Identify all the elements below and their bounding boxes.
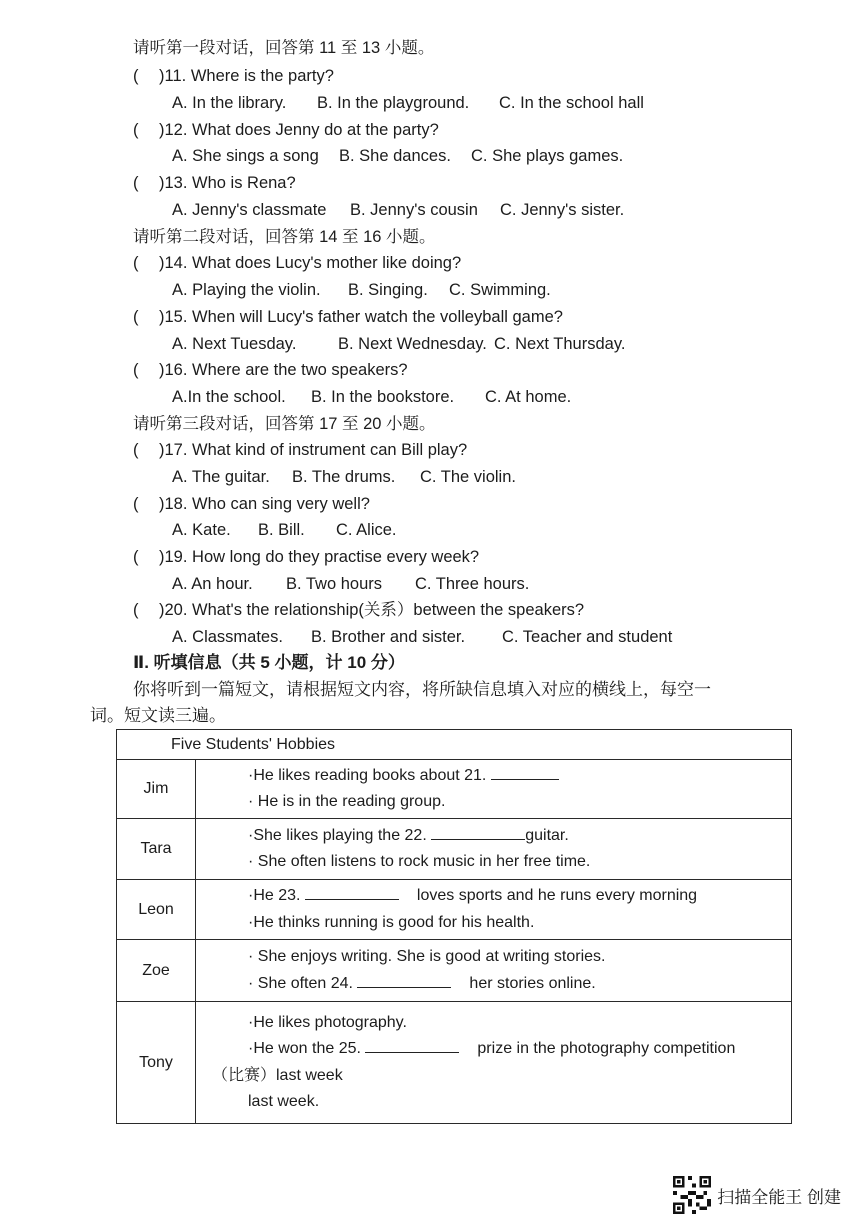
hobby-cell: [196, 940, 792, 1002]
student-name: Jim: [117, 760, 196, 819]
table-row: [117, 880, 792, 940]
hobby-line: ·He thinks running is good for his health.: [248, 913, 535, 931]
hobby-line: prize in the photography competition: [477, 1040, 736, 1057]
student-name: Leon: [117, 880, 196, 940]
answer-blank-24[interactable]: [357, 973, 451, 988]
hobby-line: ·He 23.: [248, 887, 301, 904]
hobby-cell: [196, 880, 792, 940]
table-row: [117, 1002, 792, 1124]
table-row: [117, 819, 792, 880]
hobby-line: ·He won the 25.: [248, 1040, 361, 1057]
qr-code-icon: [673, 1176, 711, 1214]
options-20: A. Classmates. B. Brother and sister. C. Teacher and student: [172, 628, 673, 646]
hobby-cell: [196, 1002, 792, 1124]
hobby-line: ·He likes reading books about 21.: [248, 766, 487, 784]
hobby-line: ·She likes playing the 22.: [248, 826, 427, 844]
section-heading-2: 请听第二段对话，回答第 14 至 16 小题。: [133, 228, 436, 246]
hobby-cell: [196, 760, 792, 819]
part2-instruction-line2: 词。短文读三遍。: [90, 706, 226, 725]
hobbies-table: [116, 729, 792, 1124]
question-19: ( )19. How long do they practise every week?: [133, 548, 480, 566]
options-14: A. Playing the violin. B. Singing. C. Swimming.: [172, 281, 551, 299]
part2-title: Ⅱ. 听填信息（共 5 小题，计 10 分）: [133, 653, 405, 672]
table-caption: Five Students' Hobbies: [117, 730, 792, 760]
table-row: [117, 940, 792, 1002]
options-12: A. She sings a song B. She dances. C. She plays games.: [172, 147, 624, 165]
question-16: ( )16. Where are the two speakers?: [133, 361, 408, 379]
options-19: A. An hour. B. Two hours C. Three hours.: [172, 575, 530, 593]
options-16: A.In the school. B. In the bookstore. C. At home.: [172, 388, 572, 406]
question-17: ( )17. What kind of instrument can Bill play?: [133, 441, 468, 459]
student-name: Tara: [117, 819, 196, 880]
hobby-line: her stories online.: [469, 974, 596, 992]
question-18: ( )18. Who can sing very well?: [133, 495, 370, 513]
hobby-line: ·He likes photography.: [248, 1013, 407, 1031]
hobby-line: · He is in the reading group.: [248, 793, 446, 810]
answer-blank-22[interactable]: [431, 825, 525, 840]
part2-instruction-line1: 你将听到一篇短文，请根据短文内容，将所缺信息填入对应的横线上，每空一: [133, 680, 711, 699]
answer-blank-23[interactable]: [305, 885, 399, 900]
scanner-watermark: [673, 1176, 841, 1214]
answer-blank-21[interactable]: [491, 765, 559, 780]
hobby-line: · She often 24.: [248, 974, 353, 992]
question-20: ( )20. What's the relationship(关系）between the speakers?: [133, 601, 585, 619]
hobby-line: （比赛）last week: [212, 1066, 343, 1084]
hobby-line: · She often listens to rock music in her free time.: [248, 853, 591, 870]
student-name: Zoe: [117, 940, 196, 1002]
answer-blank-25[interactable]: [365, 1038, 459, 1053]
hobby-line: loves sports and he runs every morning: [416, 887, 698, 904]
options-13: A. Jenny's classmate B. Jenny's cousin C. Jenny's sister.: [172, 201, 625, 219]
question-11: ( )11. Where is the party?: [133, 67, 334, 85]
hobby-cell: [196, 819, 792, 880]
section-heading-3: 请听第三段对话，回答第 17 至 20 小题。: [133, 415, 436, 433]
options-15: A. Next Tuesday. B. Next Wednesday. C. Next Thursday.: [172, 335, 626, 353]
hobby-line: guitar.: [525, 826, 569, 844]
watermark-text: 扫描全能王 创建: [717, 1187, 841, 1207]
student-name: Tony: [117, 1002, 196, 1124]
options-18: A. Kate. B. Bill. C. Alice.: [172, 521, 397, 539]
hobby-line: last week.: [248, 1093, 320, 1110]
question-15: ( )15. When will Lucy's father watch the volleyball game?: [133, 308, 563, 326]
options-17: A. The guitar. B. The drums. C. The violin.: [172, 468, 516, 486]
options-11: A. In the library. B. In the playground. C. In the school hall: [172, 94, 644, 112]
hobby-line: · She enjoys writing. She is good at writing stories.: [248, 948, 606, 965]
table-row: [117, 760, 792, 819]
section-heading-1: 请听第一段对话，回答第 11 至 13 小题。: [133, 39, 435, 57]
question-12: ( )12. What does Jenny do at the party?: [133, 121, 439, 139]
question-13: ( )13. Who is Rena?: [133, 174, 296, 192]
question-14: ( )14. What does Lucy's mother like doing?: [133, 254, 462, 272]
